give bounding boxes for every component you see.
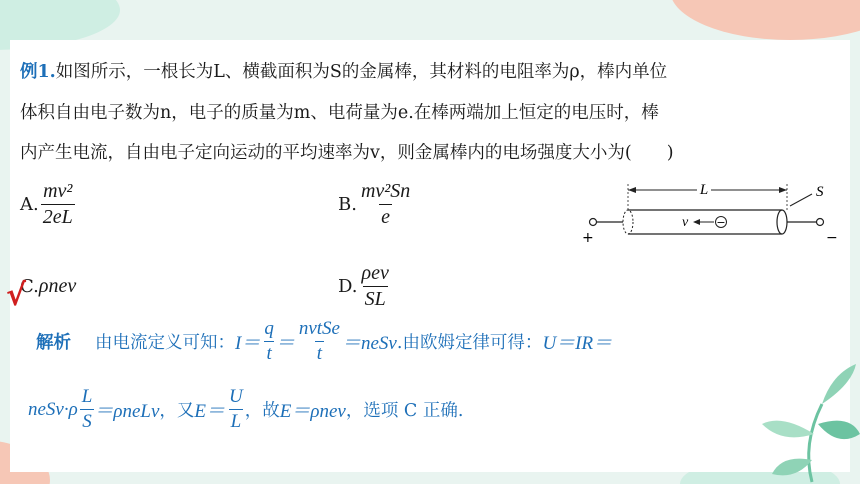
explanation-text: .由欧姆定律可得：	[396, 333, 543, 353]
question-line-3	[20, 141, 674, 165]
explanation-formula: ＝	[275, 333, 295, 354]
length-label: L	[699, 182, 709, 198]
positive-terminal-label: +	[582, 230, 594, 246]
electron-icon: −	[716, 216, 726, 229]
fraction-numerator: q	[264, 318, 274, 339]
leaf-decoration	[752, 364, 860, 484]
explanation-fraction-nvtse-t	[297, 318, 342, 365]
question-text-1: 如图所示，一根长为L、横截面积为S的金属棒，其材料的电阻率为ρ，棒内单位	[55, 62, 668, 82]
explanation-formula: ＝ρneLv	[94, 401, 160, 422]
question-text-3: 内产生电流，自由电子定向运动的平均速率为v，则金属棒内的电场强度大小为( )	[20, 143, 674, 163]
area-label: S	[816, 184, 824, 200]
option-c-letter: C.	[20, 276, 39, 297]
explanation-text: 由电流定义可知：	[95, 333, 235, 353]
correct-answer-check-icon: √	[6, 278, 27, 313]
explanation-line-2	[28, 386, 463, 433]
metal-rod-diagram	[572, 172, 848, 248]
explanation-formula: E＝ρnev	[279, 401, 346, 422]
fraction-numerator: L	[81, 386, 93, 407]
option-c[interactable]	[20, 275, 76, 298]
option-a-numerator: mv²	[43, 180, 73, 202]
question-line-1	[20, 60, 667, 84]
explanation-formula: ＝neSv	[342, 333, 397, 354]
option-c-expression: ρnev	[38, 275, 77, 297]
question-label: 例1.	[20, 62, 56, 82]
option-b-numerator: mv²Sn	[360, 180, 411, 202]
option-d-denominator: SL	[364, 288, 386, 310]
option-a-letter: A.	[20, 194, 39, 215]
fraction-numerator: U	[229, 386, 243, 407]
negative-terminal-label: −	[826, 230, 838, 246]
explanation-formula: neSv·ρ	[28, 398, 78, 420]
question-line-2	[20, 101, 659, 125]
explanation-fraction-l-s	[80, 386, 95, 433]
option-b-fraction	[359, 180, 412, 229]
option-d[interactable]	[338, 262, 391, 311]
fraction-denominator: S	[82, 411, 92, 432]
option-d-letter: D.	[338, 276, 358, 297]
fraction-denominator: t	[316, 343, 323, 364]
explanation-keyword: 解析	[36, 333, 71, 353]
option-a-denominator: 2eL	[42, 206, 73, 228]
option-a-fraction	[41, 180, 75, 229]
explanation-formula: E＝	[194, 401, 225, 422]
explanation-line-1	[36, 318, 612, 365]
option-d-numerator: ρev	[361, 262, 389, 284]
option-b[interactable]	[338, 180, 412, 229]
velocity-label: v	[682, 215, 689, 230]
explanation-fraction-u-l	[227, 386, 245, 433]
explanation-text: ，又	[159, 401, 195, 421]
fraction-denominator: t	[266, 343, 272, 364]
option-a[interactable]	[20, 180, 75, 229]
explanation-fraction-q-t	[262, 318, 276, 365]
explanation-formula: I＝	[235, 333, 261, 354]
explanation-text: ，选项 C 正确.	[345, 401, 464, 421]
explanation-formula: U＝IR＝	[542, 333, 613, 354]
option-d-fraction	[360, 262, 391, 311]
question-text-2: 体积自由电子数为n，电子的质量为m、电荷量为e.在棒两端加上恒定的电压时，棒	[20, 103, 659, 123]
option-b-denominator: e	[381, 206, 391, 228]
explanation-text: ，故	[244, 401, 280, 421]
fraction-denominator: L	[230, 411, 242, 432]
option-b-letter: B.	[338, 194, 357, 215]
fraction-numerator: nvtSe	[298, 318, 340, 339]
